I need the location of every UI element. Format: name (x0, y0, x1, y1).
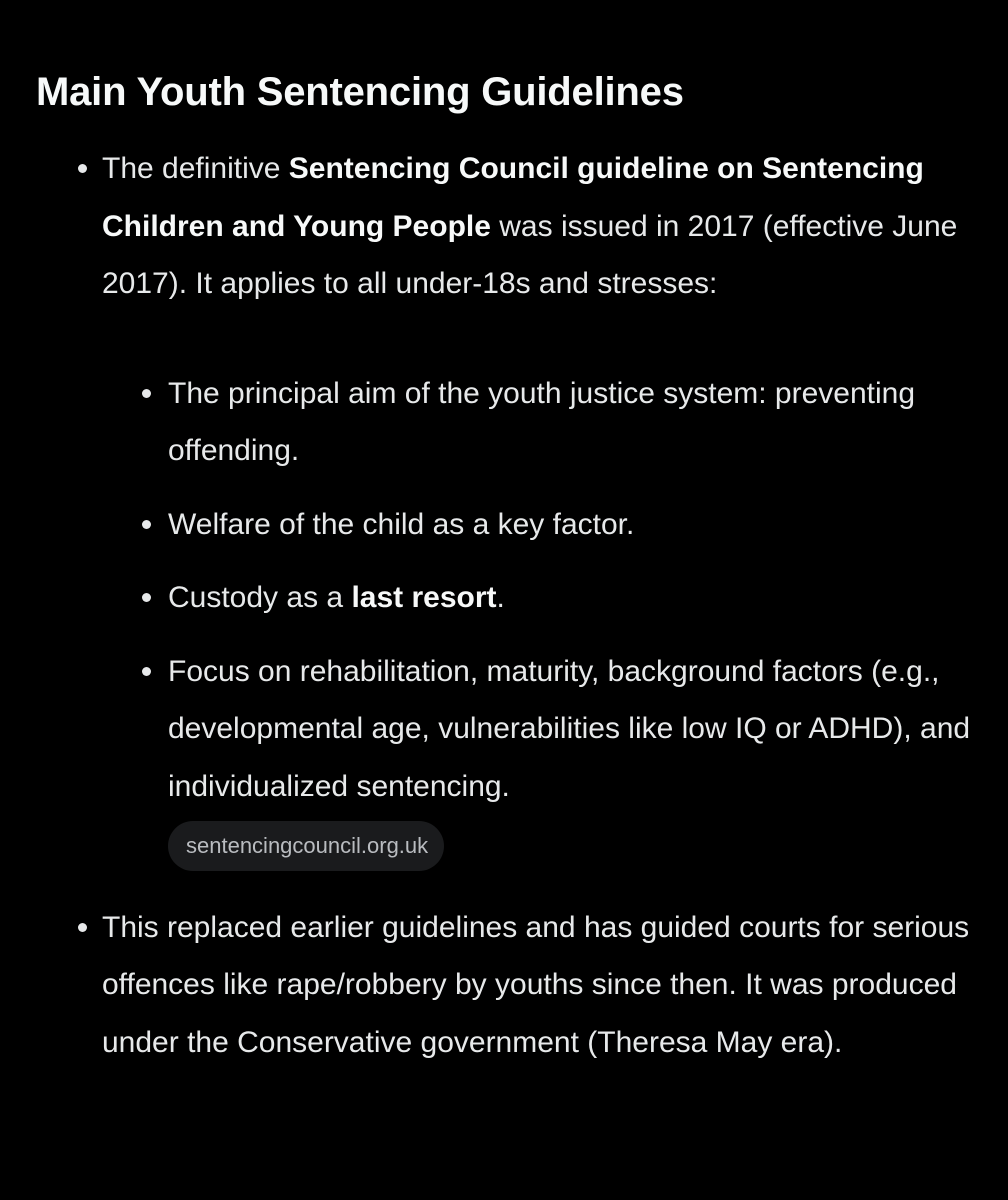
bullet-icon (142, 593, 151, 602)
bullet-icon (142, 389, 151, 398)
sub-item-welfare (102, 496, 976, 554)
list-item-guideline (36, 140, 976, 873)
bullet-icon (142, 667, 151, 676)
sub-bullet-list (102, 365, 976, 873)
sub-item-principal-aim (102, 365, 976, 480)
bullet-icon (78, 164, 87, 173)
response-content (36, 62, 976, 1071)
item-text-lead: The definitive (102, 152, 289, 185)
item-text-rest: was issued in 2017 (effective June 2017). It applies to all under-18s and stresses: (102, 209, 958, 300)
bullet-icon (142, 520, 151, 529)
sub-item-text-bold: last resort (351, 581, 497, 614)
main-bullet-list (36, 140, 976, 1071)
sub-item-text-end: . (496, 581, 505, 614)
sub-item-focus (102, 643, 976, 873)
list-item-replaced (36, 899, 976, 1072)
sub-item-text: The principal aim of the youth justice system: preventing offending. (168, 376, 916, 467)
section-heading: Main Youth Sentencing Guidelines (36, 70, 684, 114)
sub-item-text-lead: Custody as a (168, 581, 352, 614)
sub-item-text: Focus on rehabilitation, maturity, background factors (e.g., developmental age, vulnerabilities like low IQ or ADHD), and individualized sentencing. (168, 654, 971, 803)
sub-item-custody (102, 569, 976, 627)
bullet-icon (78, 923, 87, 932)
item-text: This replaced earlier guidelines and has guided courts for serious offences like rape/robbery by youths since then. It was produced under the Conservative government (Theresa May era). (102, 910, 970, 1059)
item-text-bold-guideline: Sentencing Council guideline on Sentencing Children and Young People (102, 152, 924, 243)
sub-item-text: Welfare of the child as a key factor. (168, 507, 635, 541)
source-link-chip[interactable]: sentencingcouncil.org.uk (168, 821, 444, 871)
